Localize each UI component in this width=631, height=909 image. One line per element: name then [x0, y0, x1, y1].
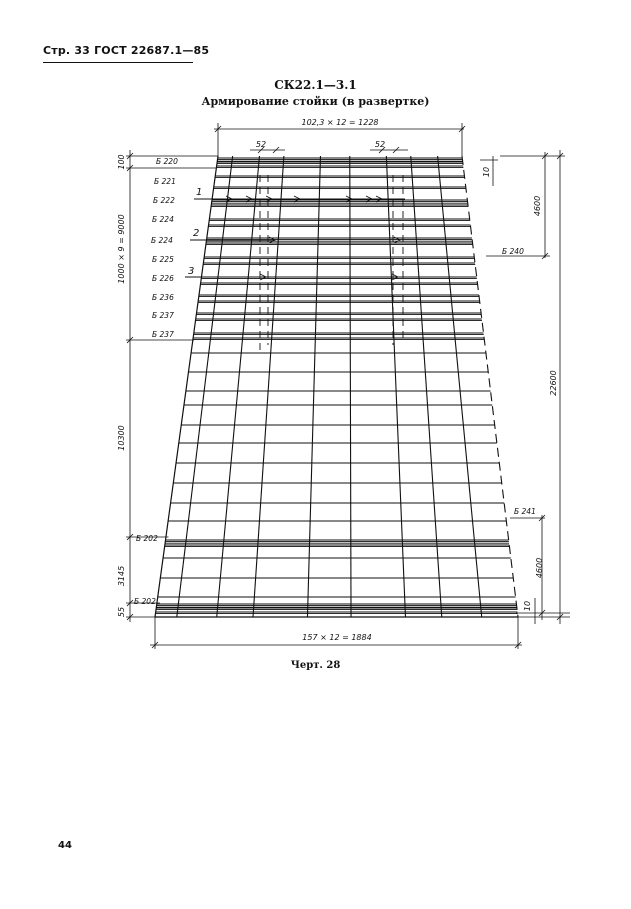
ring-label: Б 225	[152, 255, 174, 264]
left-bottom-small-dim: 55	[117, 606, 126, 618]
figure-caption: Черт. 28	[290, 660, 341, 671]
bottom-width-dim: 157 × 12 = 1884	[302, 633, 372, 642]
left-top-small-dim: 100	[117, 154, 126, 170]
ring-label: Б 237	[152, 330, 174, 339]
marker-1: 1	[196, 187, 203, 198]
reinforcement-grid	[155, 156, 518, 617]
ring-label: Б 237	[152, 311, 174, 320]
panel-right-edge	[462, 156, 518, 617]
page-header: Стр. 33 ГОСТ 22687.1—85	[43, 44, 210, 57]
drawing-title: Армирование стойки (в развертке)	[201, 95, 430, 108]
drawing-code: СК22.1—3.1	[274, 78, 357, 92]
ring-label: Б 236	[152, 293, 174, 302]
spacing-right-dim: 52	[374, 140, 386, 149]
spacing-left-dim: 52	[255, 140, 267, 149]
right-top-small-dim: 10	[482, 166, 491, 178]
lower-ring-label: Б 202	[136, 534, 158, 543]
right-bottom-small-dim: 10	[523, 600, 532, 612]
ring-label: Б 224	[151, 236, 173, 245]
right-lower-dim: 4600	[535, 557, 544, 579]
marker-2: 2	[193, 228, 200, 239]
left-lower-dim: 3145	[117, 565, 126, 587]
right-total-dim: 22600	[549, 370, 558, 396]
left-middle-dim: 10300	[117, 425, 126, 451]
panel-left-edge	[155, 156, 218, 617]
right-ring-label: Б 241	[514, 507, 536, 516]
ring-label: Б 224	[152, 215, 174, 224]
ring-label: Б 226	[152, 274, 174, 283]
ring-label: Б 222	[153, 196, 175, 205]
right-upper-dim: 4600	[533, 195, 542, 217]
lower-ring-label: Б 202	[134, 597, 156, 606]
ring-label: Б 221	[154, 177, 176, 186]
top-width-dim: 102,3 × 12 = 1228	[301, 118, 379, 127]
page-number: 44	[58, 840, 72, 851]
marker-3: 3	[188, 266, 195, 277]
right-ring-label: Б 240	[502, 247, 524, 256]
ring-label: Б 220	[156, 157, 178, 166]
left-upper-dim: 1000 × 9 = 9000	[117, 214, 126, 284]
